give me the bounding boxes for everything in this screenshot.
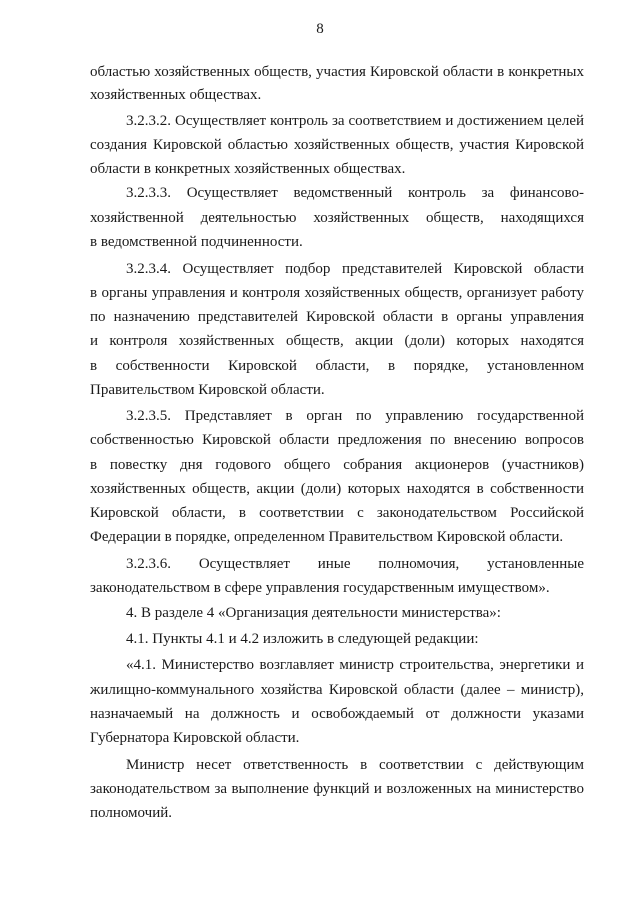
text-line: 3.2.3.4. Осуществляет подбор представителей Кировской области: [126, 261, 584, 277]
text-line: 3.2.3.6. Осуществляет иные полномочия, установленные: [126, 556, 584, 572]
text-line: в ведомственной подчиненности.: [90, 234, 303, 250]
text-line: хозяйственных обществ, акции (доли) которых находятся в собственности: [90, 481, 584, 497]
text-line: хозяйственных обществах.: [90, 87, 262, 103]
text-line: «4.1. Министерство возглавляет министр строительства, энергетики и: [126, 657, 584, 673]
text-line: Федерации в порядке, определенном Правительством Кировской области.: [90, 529, 564, 545]
text-line: в повестку дня годового общего собрания акционеров (участников): [90, 457, 584, 473]
text-line: законодательством за выполнение функций и возложенных на министерство: [90, 781, 584, 797]
text-line: назначаемый на должность и освобождаемый от должности указами: [90, 706, 584, 722]
text-line: 3.2.3.2. Осуществляет контроль за соответствием и достижением целей: [126, 113, 584, 129]
text-line: Правительством Кировской области.: [90, 382, 325, 398]
text-line: 4. В разделе 4 «Организация деятельности министерства»:: [126, 605, 501, 621]
text-line: 4.1. Пункты 4.1 и 4.2 изложить в следующей редакции:: [126, 631, 479, 647]
text-line: законодательством в сфере управления государственным имуществом».: [90, 580, 550, 596]
text-line: по назначению представителей Кировской области в органы управления: [90, 309, 584, 325]
text-line: собственностью Кировской области предложения по внесению вопросов: [90, 432, 584, 448]
text-line: в органы управления и контроля хозяйственных обществ, организует работу: [90, 285, 584, 301]
text-line: областью хозяйственных обществ, участия Кировской области в конкретных: [90, 64, 584, 80]
text-line: создания Кировской областью хозяйственных обществ, участия Кировской: [90, 137, 584, 153]
text-line: хозяйственной деятельностью хозяйственных обществ, находящихся: [90, 210, 584, 226]
text-line: области в конкретных хозяйственных обществах.: [90, 161, 406, 177]
text-line: в собственности Кировской области, в порядке, установленном: [90, 358, 584, 374]
text-line: Кировской области, в соответствии с законодательством Российской: [90, 505, 584, 521]
text-line: Губернатора Кировской области.: [90, 730, 300, 746]
text-line: жилищно-коммунального хозяйства Кировской области (далее – министр),: [90, 682, 584, 698]
text-line: и контроля хозяйственных обществ, акции (доли) которых находятся: [90, 333, 584, 349]
text-line: Министр несет ответственность в соответствии с действующим: [126, 757, 584, 773]
text-line: полномочий.: [90, 805, 173, 821]
text-line: 3.2.3.3. Осуществляет ведомственный контроль за финансово-: [126, 185, 584, 201]
page-number: 8: [316, 21, 324, 37]
text-line: 3.2.3.5. Представляет в орган по управлению государственной: [126, 408, 584, 424]
